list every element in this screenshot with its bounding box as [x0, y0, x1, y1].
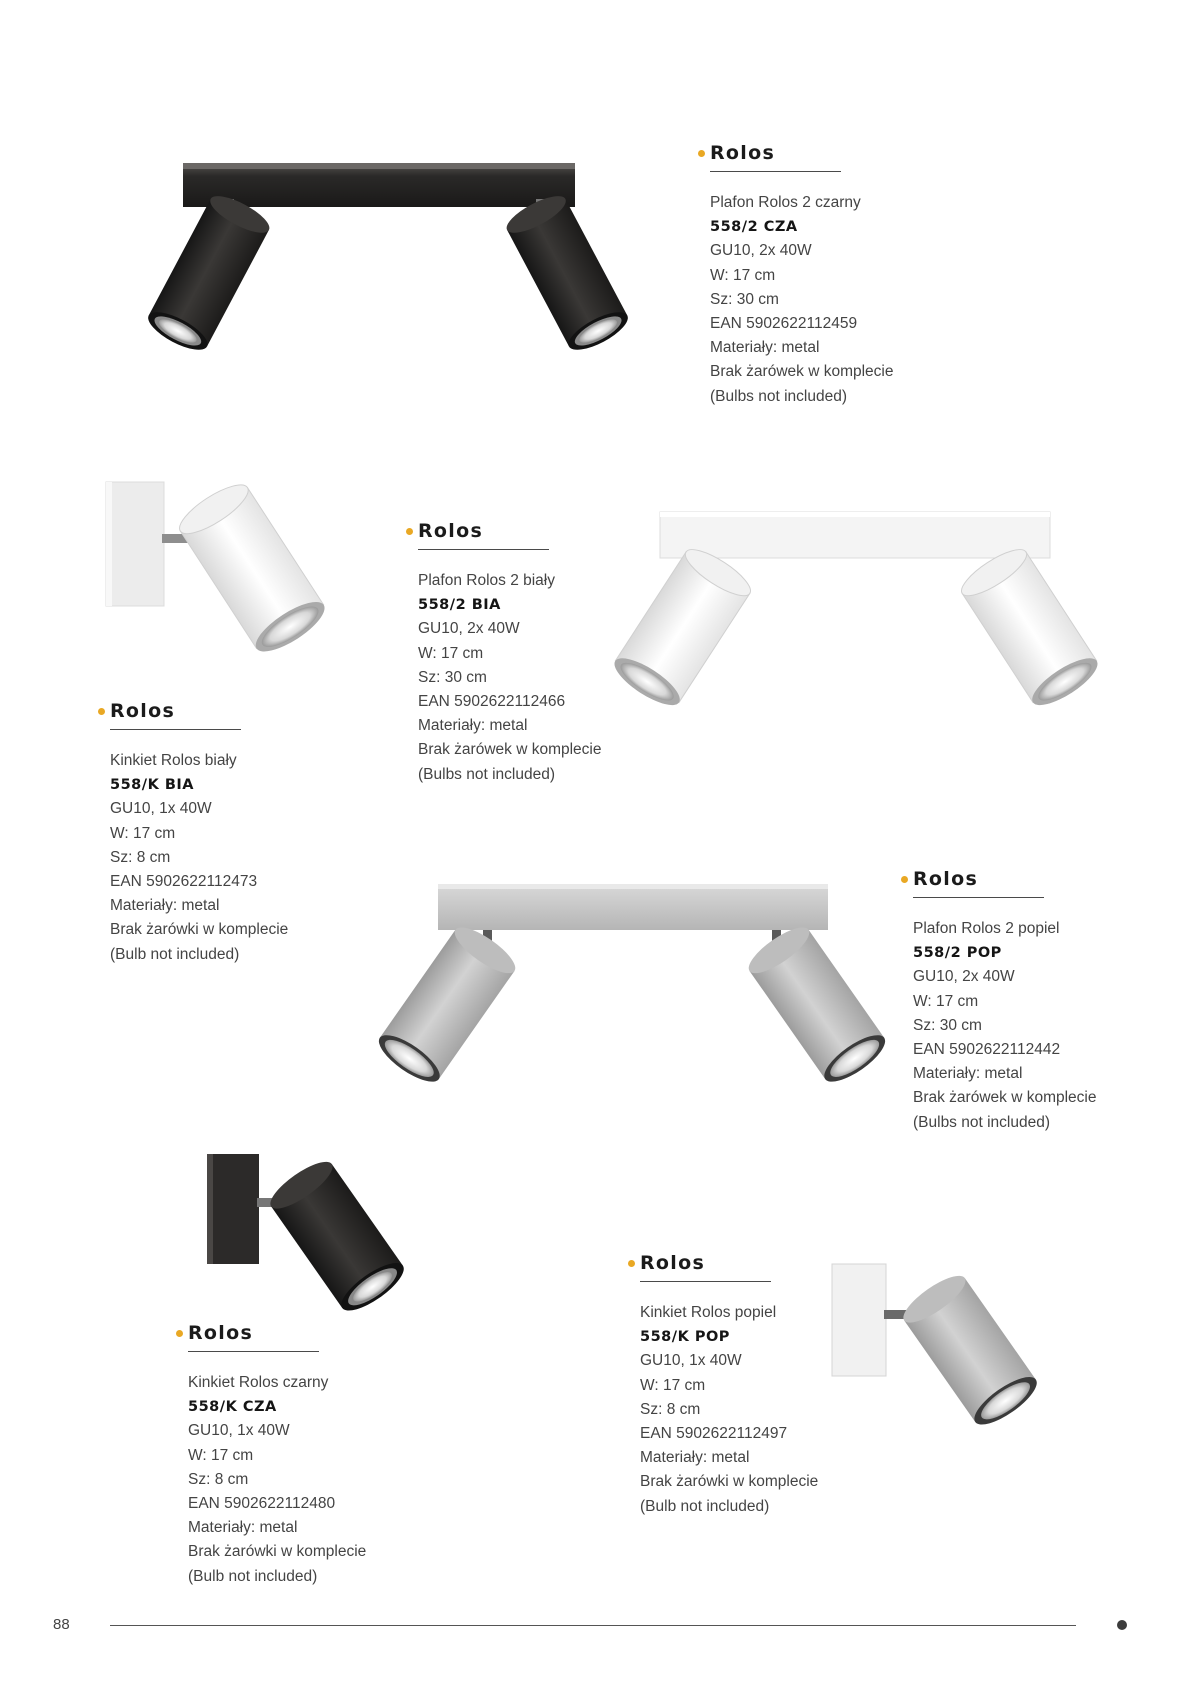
product-heading	[710, 140, 970, 170]
product-heading	[110, 698, 370, 728]
product-width: W: 17 cm	[640, 1376, 706, 1394]
product-description: Plafon Rolos 2 czarny	[710, 194, 861, 211]
wall-spot-white-illustration	[104, 480, 354, 690]
product-heading	[418, 518, 678, 548]
product-bulb: GU10, 1x 40W	[188, 1422, 290, 1440]
heading-underline	[710, 171, 841, 172]
bullet-dot-icon	[628, 1260, 635, 1267]
product-name: Rolos	[640, 1252, 706, 1274]
product-material: Materiały: metal	[710, 339, 820, 357]
product-material: Materiały: metal	[640, 1449, 750, 1467]
product-name: Rolos	[418, 520, 484, 542]
product-bulbs-note: Brak żarówki w komplecie	[188, 1543, 367, 1561]
product-code: 558/K CZA	[188, 1399, 277, 1416]
product-size: Sz: 8 cm	[188, 1470, 249, 1488]
product-spec-plafon-czarny	[710, 140, 970, 409]
product-width: W: 17 cm	[710, 266, 776, 284]
product-bulbs-note-en: (Bulbs not included)	[418, 765, 555, 783]
product-ean: EAN 5902622112473	[110, 873, 258, 891]
product-ean: EAN 5902622112480	[188, 1495, 336, 1513]
product-material: Materiały: metal	[913, 1065, 1023, 1083]
footer-divider	[110, 1625, 1076, 1626]
product-bulbs-note-en: (Bulb not included)	[110, 945, 240, 963]
product-ean: EAN 5902622112442	[913, 1041, 1061, 1059]
ceiling-spot-grey-illustration	[370, 880, 890, 1090]
product-spec-kinkiet-popiel	[640, 1250, 900, 1519]
product-spec-kinkiet-bialy	[110, 698, 370, 967]
product-size: Sz: 30 cm	[710, 290, 779, 308]
product-size: Sz: 8 cm	[110, 848, 171, 866]
product-ean: EAN 5902622112497	[640, 1425, 788, 1443]
product-width: W: 17 cm	[418, 644, 484, 662]
page-number: 88	[53, 1616, 70, 1633]
product-size: Sz: 30 cm	[913, 1016, 982, 1034]
heading-underline	[913, 897, 1044, 898]
product-bulb: GU10, 1x 40W	[640, 1352, 742, 1370]
product-description: Plafon Rolos 2 biały	[418, 572, 555, 589]
heading-underline	[188, 1351, 319, 1352]
product-description: Kinkiet Rolos czarny	[188, 1374, 329, 1391]
heading-underline	[110, 729, 241, 730]
product-code: 558/K BIA	[110, 777, 195, 794]
product-material: Materiały: metal	[418, 717, 528, 735]
bullet-dot-icon	[98, 708, 105, 715]
product-spec-kinkiet-czarny	[188, 1320, 448, 1589]
product-bulb: GU10, 2x 40W	[913, 968, 1015, 986]
product-bulbs-note-en: (Bulb not included)	[640, 1497, 770, 1515]
product-size: Sz: 8 cm	[640, 1400, 701, 1418]
product-bulbs-note: Brak żarówki w komplecie	[640, 1473, 819, 1491]
product-width: W: 17 cm	[188, 1446, 254, 1464]
heading-underline	[418, 549, 549, 550]
product-image-kinkiet-czarny	[205, 1152, 435, 1332]
product-ean: EAN 5902622112459	[710, 315, 858, 333]
product-spec-plafon-popiel	[913, 866, 1173, 1135]
product-image-plafon-popiel	[370, 880, 890, 1090]
product-description: Kinkiet Rolos popiel	[640, 1304, 777, 1321]
product-description: Plafon Rolos 2 popiel	[913, 920, 1060, 937]
product-bulbs-note: Brak żarówki w komplecie	[110, 921, 289, 939]
ceiling-spot-black-illustration	[118, 156, 638, 366]
product-image-kinkiet-bialy	[104, 480, 354, 690]
product-width: W: 17 cm	[913, 992, 979, 1010]
product-size: Sz: 30 cm	[418, 668, 487, 686]
product-name: Rolos	[188, 1322, 254, 1344]
product-description: Kinkiet Rolos biały	[110, 752, 237, 769]
wall-spot-black-illustration	[205, 1152, 435, 1332]
product-ean: EAN 5902622112466	[418, 693, 566, 711]
product-code: 558/K POP	[640, 1329, 730, 1346]
product-bulbs-note-en: (Bulb not included)	[188, 1567, 318, 1585]
product-name: Rolos	[710, 142, 776, 164]
footer-dot-icon	[1117, 1620, 1127, 1630]
product-bulbs-note: Brak żarówek w komplecie	[710, 363, 894, 381]
product-name: Rolos	[913, 868, 979, 890]
bullet-dot-icon	[901, 876, 908, 883]
product-bulbs-note: Brak żarówek w komplecie	[418, 741, 602, 759]
product-heading	[640, 1250, 900, 1280]
product-heading	[188, 1320, 448, 1350]
product-heading	[913, 866, 1173, 896]
product-bulb: GU10, 1x 40W	[110, 800, 212, 818]
bullet-dot-icon	[406, 528, 413, 535]
product-bulbs-note-en: (Bulbs not included)	[710, 387, 847, 405]
product-bulbs-note-en: (Bulbs not included)	[913, 1113, 1050, 1131]
product-material: Materiały: metal	[188, 1519, 298, 1537]
bullet-dot-icon	[698, 150, 705, 157]
bullet-dot-icon	[176, 1330, 183, 1337]
product-bulbs-note: Brak żarówek w komplecie	[913, 1089, 1097, 1107]
product-image-plafon-czarny	[118, 156, 638, 366]
heading-underline	[640, 1281, 771, 1282]
product-bulb: GU10, 2x 40W	[710, 242, 812, 260]
product-name: Rolos	[110, 700, 176, 722]
product-code: 558/2 POP	[913, 945, 1002, 962]
product-width: W: 17 cm	[110, 824, 176, 842]
product-spec-plafon-bialy	[418, 518, 678, 787]
product-code: 558/2 BIA	[418, 597, 501, 614]
product-bulb: GU10, 2x 40W	[418, 620, 520, 638]
product-code: 558/2 CZA	[710, 219, 798, 236]
product-material: Materiały: metal	[110, 897, 220, 915]
